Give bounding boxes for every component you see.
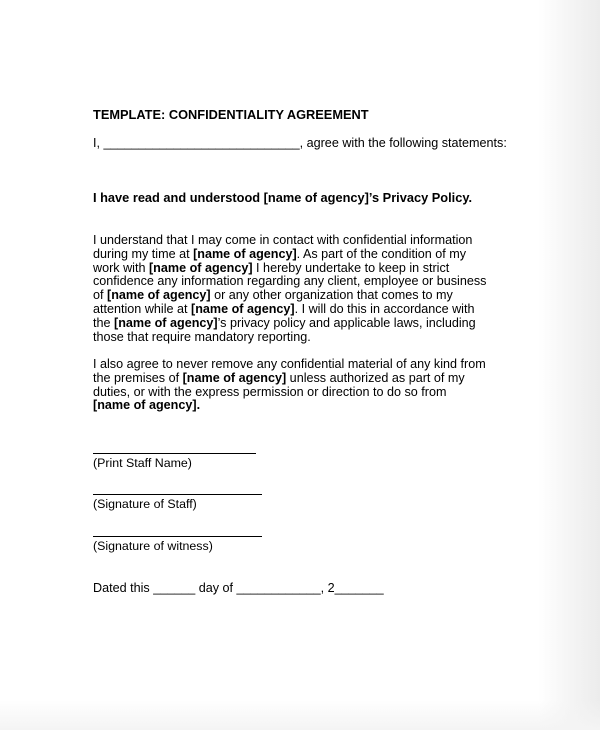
agency-placeholder: [name of agency]	[107, 288, 211, 303]
paragraph-line: the premises of [name of agency] unless authorized as part of my	[93, 370, 465, 385]
page-edge-shadow	[538, 0, 600, 730]
paragraph-line: I understand that I may come in contact with confidential information	[93, 233, 473, 247]
paragraph-line: [name of agency].	[93, 398, 201, 413]
staff-signature-line	[93, 494, 262, 495]
paragraph-line: confidence any information regarding any client, employee or business	[93, 274, 487, 289]
agency-placeholder: [name of agency]	[182, 370, 287, 385]
intro-line: I, ____________________________, agree with the following statements:	[93, 136, 507, 150]
paragraph-line: during my time at [name of agency]. As part of the condition of my	[93, 246, 467, 261]
agency-placeholder: [name of agency]	[148, 260, 253, 275]
print-name-label: (Print Staff Name)	[93, 456, 192, 470]
agency-placeholder: [name of agency]	[191, 301, 295, 316]
material-removal-paragraph	[93, 358, 523, 413]
paragraph-line: duties, or with the express permission or direction to do so from	[93, 384, 447, 399]
agency-placeholder: [name of agency]	[114, 315, 218, 330]
paragraph-line: those that require mandatory reporting.	[93, 329, 311, 344]
witness-signature-line	[93, 536, 262, 537]
paragraph-line: I also agree to never remove any confidential material of any kind from	[93, 357, 486, 371]
page-bottom-shadow	[0, 700, 600, 730]
document-title: TEMPLATE: CONFIDENTIALITY AGREEMENT	[93, 107, 369, 122]
agency-placeholder: [name of agency]	[93, 398, 197, 413]
confidentiality-paragraph	[93, 234, 523, 344]
paragraph-line: of [name of agency] or any other organization that comes to my	[93, 288, 453, 303]
paragraph-line: the [name of agency]’s privacy policy and applicable laws, including	[93, 315, 476, 330]
paragraph-line: attention while at [name of agency]. I will do this in accordance with	[93, 301, 475, 316]
print-name-line	[93, 453, 256, 454]
agency-placeholder: [name of agency]	[193, 246, 297, 261]
paragraph-line: work with [name of agency] I hereby undertake to keep in strict	[93, 260, 450, 275]
privacy-policy-heading: I have read and understood [name of agency]’s Privacy Policy.	[93, 190, 473, 205]
witness-signature-label: (Signature of witness)	[93, 539, 213, 553]
dated-line: Dated this ______ day of ____________, 2_______	[93, 581, 384, 595]
staff-signature-label: (Signature of Staff)	[93, 497, 197, 511]
